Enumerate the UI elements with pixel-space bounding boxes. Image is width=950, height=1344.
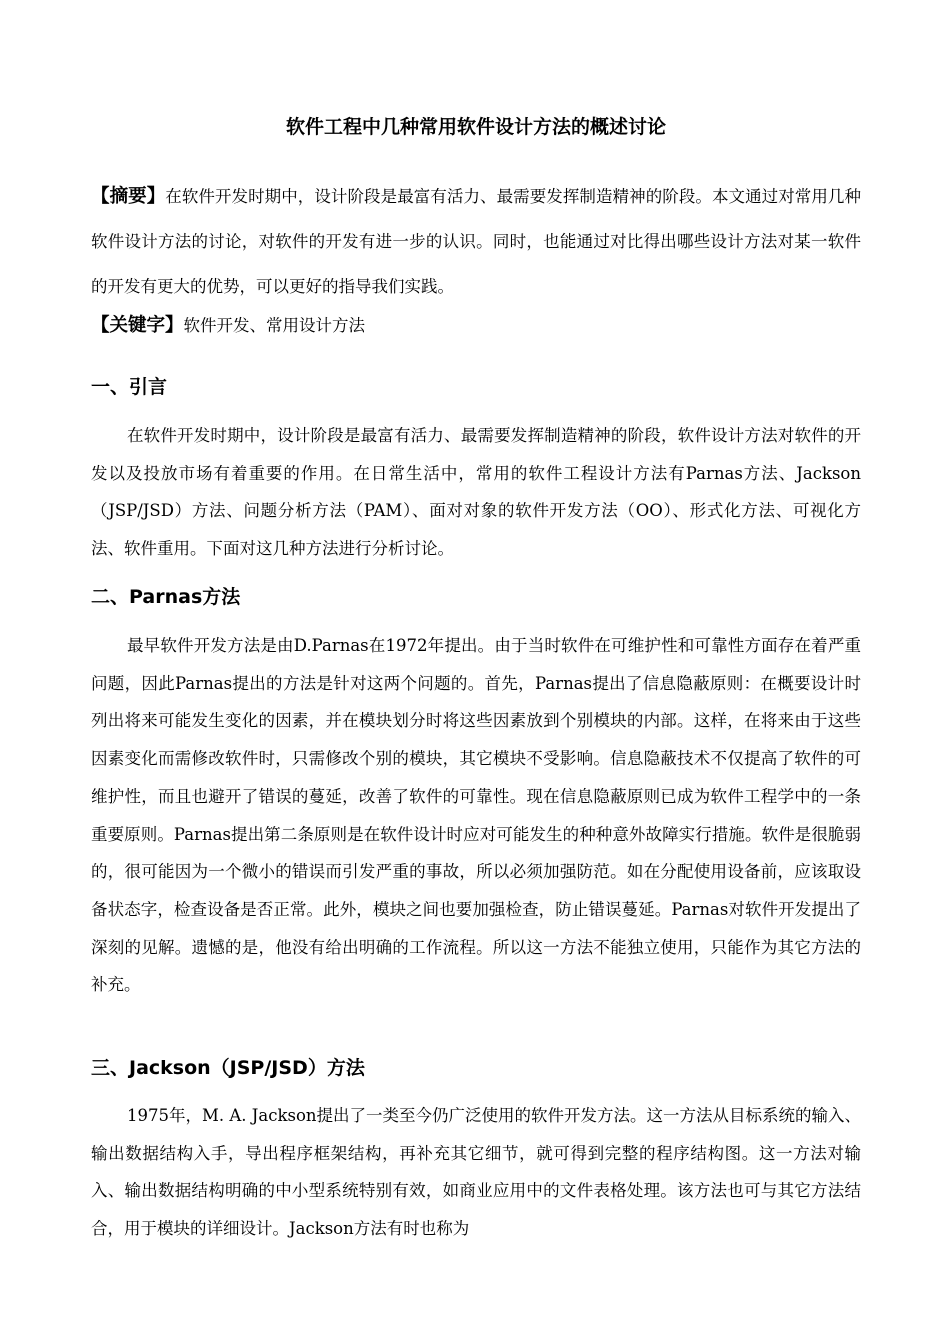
section-heading-introduction: 一、引言 bbox=[91, 376, 168, 398]
keywords-paragraph bbox=[91, 307, 861, 344]
keywords-label: 【关键字】 bbox=[91, 315, 184, 336]
section-body-introduction: 在软件开发时期中，设计阶段是最富有活力、最需要发挥制造精神的阶段，软件设计方法对软件的开发以及投放市场有着重要的作用。在日常生活中，常用的软件工程设计方法有Parnas方法、Jackson（JSP/JSD）方法、问题分析方法（PAM）、面对对象的软件开发方法（OO）、形式化方法、可视化方法、软件重用。下面对这几种方法进行分析讨论。 bbox=[91, 426, 861, 559]
document-title: 软件工程中几种常用软件设计方法的概述讨论 bbox=[285, 116, 666, 138]
section-body-jackson: 1975年，M. A. Jackson提出了一类至今仍广泛使用的软件开发方法。这一方法从目标系统的输入、输出数据结构入手，导出程序框架结构，再补充其它细节，就可得到完整的程序结构图。这一方法对输入、输出数据结构明确的中小型系统特别有效，如商业应用中的文件表格处理。该方法也可与其它方法结合，用于模块的详细设计。Jackson方法有时也称为 bbox=[91, 1106, 862, 1239]
abstract-label: 【摘要】 bbox=[91, 186, 166, 207]
section-heading-parnas: 二、Parnas方法 bbox=[91, 586, 241, 608]
keywords-text: 软件开发、常用设计方法 bbox=[183, 316, 366, 335]
section-heading-jackson: 三、Jackson（JSP/JSD）方法 bbox=[91, 1057, 365, 1079]
abstract-paragraph bbox=[91, 174, 861, 309]
abstract-text: 在软件开发时期中，设计阶段是最富有活力、最需要发挥制造精神的阶段。本文通过对常用几种软件设计方法的讨论，对软件的开发有进一步的认识。同时，也能通过对比得出哪些设计方法对某一软件的开发有更大的优势，可以更好的指导我们实践。 bbox=[91, 187, 861, 296]
section-body-parnas: 最早软件开发方法是由D.Parnas在1972年提出。由于当时软件在可维护性和可靠性方面存在着严重问题，因此Parnas提出的方法是针对这两个问题的。首先，Parnas提出了信息隐蔽原则：在概要设计时列出将来可能发生变化的因素，并在模块划分时将这些因素放到个别模块的内部。这样，在将来由于这些因素变化而需修改软件时，只需修改个别的模块，其它模块不受影响。信息隐蔽技术不仅提高了软件的可维护性，而且也避开了错误的蔓延，改善了软件的可靠性。现在信息隐蔽原则已成为软件工程学中的一条重要原则。Parnas提出第二条原则是在软件设计时应对可能发生的种种意外故障实行措施。软件是很脆弱的，很可能因为一个微小的错误而引发严重的事故，所以必须加强防范。如在分配使用设备前，应该取设备状态字，检查设备是否正常。此外，模块之间也要加强检查，防止错误蔓延。Parnas对软件开发提出了深刻的见解。遗憾的是，他没有给出明确的工作流程。所以这一方法不能独立使用，只能作为其它方法的补充。 bbox=[91, 636, 861, 995]
